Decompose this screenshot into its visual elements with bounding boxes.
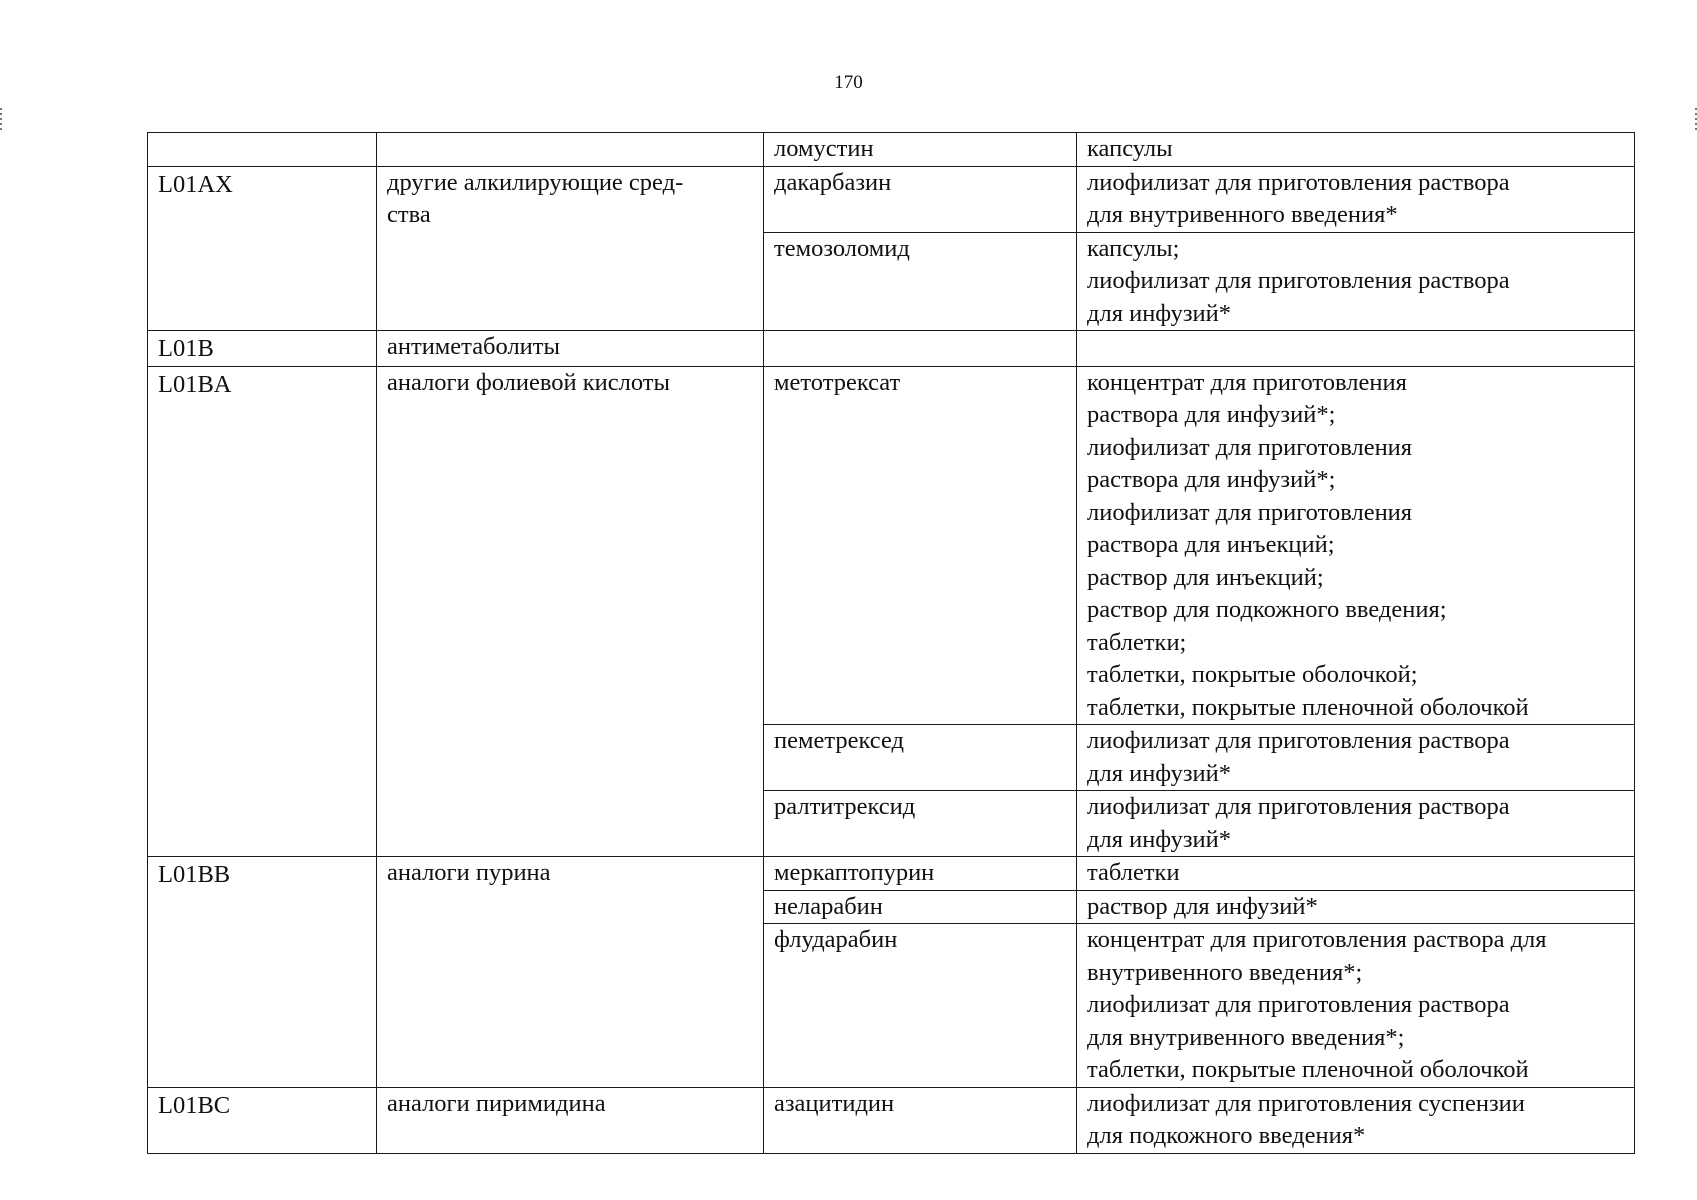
dosage-forms-cell: лиофилизат для приготовления суспензии для подкожного введения* — [1077, 1087, 1635, 1153]
drug-name-cell: темозоломид — [764, 232, 1077, 331]
group-cell: аналоги фолиевой кислоты — [377, 366, 764, 857]
drug-name-cell: метотрексат — [764, 366, 1077, 725]
atc-code-cell: L01AX — [148, 166, 377, 331]
group-cell: аналоги пиримидина — [377, 1087, 764, 1153]
dosage-forms-cell — [1077, 331, 1635, 367]
dosage-forms-cell: капсулы — [1077, 133, 1635, 167]
table-row — [148, 857, 1635, 891]
dosage-forms-cell: таблетки — [1077, 857, 1635, 891]
atc-code-cell: L01BB — [148, 857, 377, 1088]
drug-list-table — [147, 132, 1635, 1154]
dosage-forms-cell: капсулы; лиофилизат для приготовления раствора для инфузий* — [1077, 232, 1635, 331]
dosage-forms-cell: концентрат для приготовления раствора для инфузий*; лиофилизат для приготовления раствора для инфузий*; лиофилизат для приготовления раствора для инъекций; раствор для инъекций; раствор для подкожного введения; таблетки; таблетки, покрытые оболочкой; таблетки, покрытые пленочной оболочкой — [1077, 366, 1635, 725]
group-cell — [377, 133, 764, 167]
dosage-forms-cell: лиофилизат для приготовления раствора для инфузий* — [1077, 725, 1635, 791]
dosage-forms-cell: раствор для инфузий* — [1077, 890, 1635, 924]
dosage-forms-cell: лиофилизат для приготовления раствора для внутривенного введения* — [1077, 166, 1635, 232]
scan-edge-mark-left — [0, 108, 2, 130]
table-row — [148, 133, 1635, 167]
table-row — [148, 1087, 1635, 1153]
dosage-forms-cell: лиофилизат для приготовления раствора для инфузий* — [1077, 791, 1635, 857]
drug-name-cell: дакарбазин — [764, 166, 1077, 232]
page-number: 170 — [834, 72, 863, 93]
atc-code-cell: L01B — [148, 331, 377, 367]
table-row — [148, 331, 1635, 367]
atc-code-cell: L01BA — [148, 366, 377, 857]
group-cell: антиметаболиты — [377, 331, 764, 367]
drug-name-cell: пеметрексед — [764, 725, 1077, 791]
drug-name-cell: меркаптопурин — [764, 857, 1077, 891]
group-cell: другие алкилирующие сред- ства — [377, 166, 764, 331]
group-cell: аналоги пурина — [377, 857, 764, 1088]
drug-name-cell: ломустин — [764, 133, 1077, 167]
drug-name-cell: ралтитрексид — [764, 791, 1077, 857]
table-row — [148, 366, 1635, 725]
atc-code-cell — [148, 133, 377, 167]
table-row — [148, 166, 1635, 232]
drug-name-cell: неларабин — [764, 890, 1077, 924]
dosage-forms-cell: концентрат для приготовления раствора для внутривенного введения*; лиофилизат для приготовления раствора для внутривенного введения*; таблетки, покрытые пленочной оболочкой — [1077, 924, 1635, 1088]
drug-name-cell: азацитидин — [764, 1087, 1077, 1153]
drug-name-cell: флударабин — [764, 924, 1077, 1088]
drug-name-cell — [764, 331, 1077, 367]
atc-code-cell: L01BC — [148, 1087, 377, 1153]
